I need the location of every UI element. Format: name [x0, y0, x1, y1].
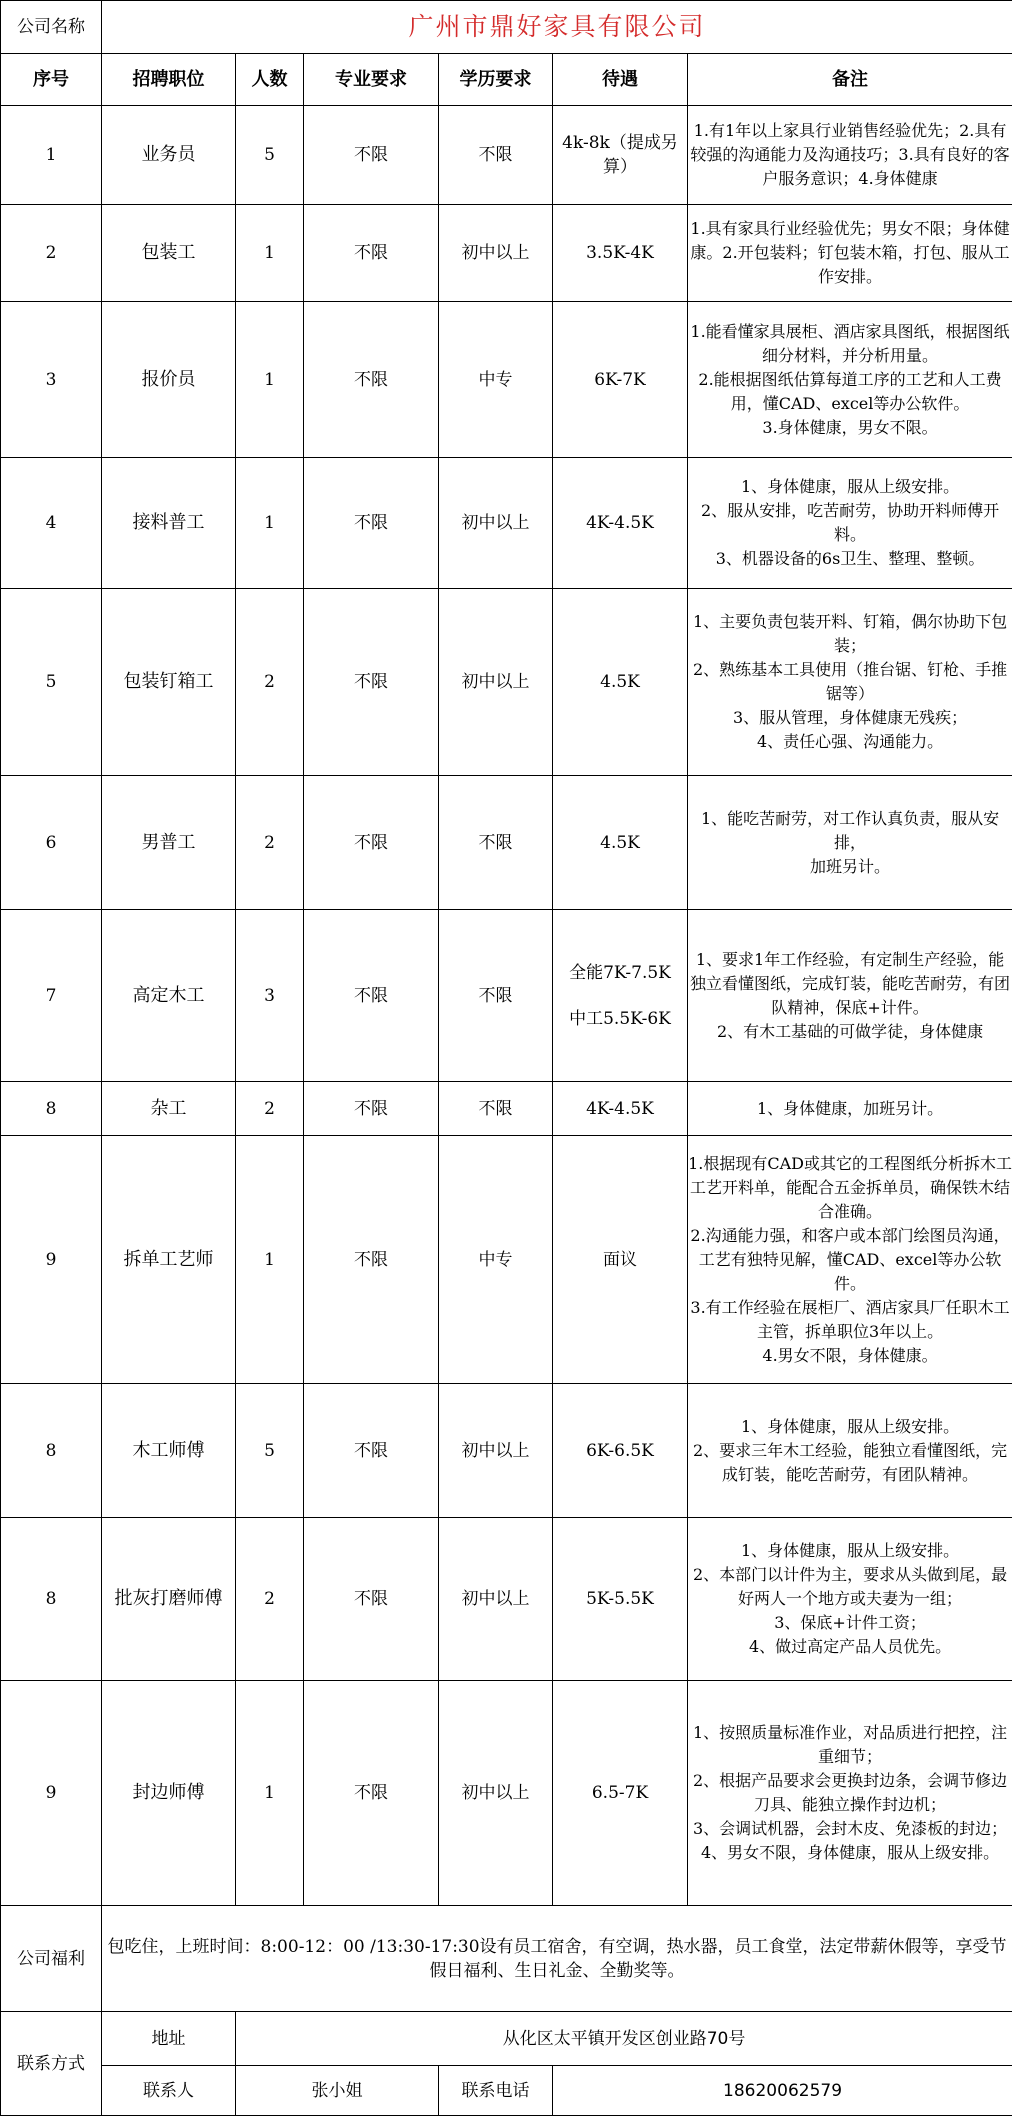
contact-label: 联系方式	[1, 2012, 102, 2116]
notes	[688, 1681, 1012, 1906]
education-requirement: 初中以上	[439, 589, 553, 776]
address-label: 地址	[102, 2012, 236, 2066]
salary	[553, 458, 688, 589]
headcount: 2	[236, 1082, 304, 1136]
note-line: 1、主要负责包装开料、钉箱，偶尔协助下包装；	[692, 612, 1008, 655]
education-requirement: 中专	[439, 302, 553, 458]
company-row	[1, 1, 1012, 54]
note-line: 1、要求1年工作经验，有定制生产经验，能独立看懂图纸，完成钉装，能吃苦耐劳，有团队精神，保底+计件。	[690, 949, 1011, 1017]
header-major: 专业要求	[304, 54, 439, 106]
notes	[688, 910, 1012, 1082]
note-line: 4.男女不限，身体健康。	[762, 1345, 938, 1365]
salary-line: 面议	[603, 1249, 637, 1270]
headcount: 2	[236, 589, 304, 776]
position-title: 拆单工艺师	[102, 1136, 236, 1384]
row-number: 4	[1, 458, 102, 589]
notes	[688, 1082, 1012, 1136]
row-number: 9	[1, 1136, 102, 1384]
education-requirement: 初中以上	[439, 1518, 553, 1681]
salary-line: 4K-4.5K	[586, 1098, 654, 1119]
position-title: 业务员	[102, 106, 236, 205]
major-requirement: 不限	[304, 1681, 439, 1906]
major-requirement: 不限	[304, 205, 439, 302]
salary-line: 4K-4.5K	[586, 513, 654, 533]
salary-line: 4.5K	[600, 832, 640, 853]
note-line: 加班另计。	[810, 856, 891, 876]
table-row	[1, 1681, 1012, 1906]
contact-person-label: 联系人	[102, 2066, 236, 2116]
row-number: 3	[1, 302, 102, 458]
position-title: 包装钉箱工	[102, 589, 236, 776]
salary-gap	[553, 985, 687, 1007]
notes	[688, 205, 1012, 302]
notes	[688, 302, 1012, 458]
education-requirement: 不限	[439, 106, 553, 205]
education-requirement: 中专	[439, 1136, 553, 1384]
position-title: 批灰打磨师傅	[102, 1518, 236, 1681]
notes	[688, 458, 1012, 589]
table-row	[1, 1082, 1012, 1136]
position-title: 男普工	[102, 776, 236, 910]
notes	[688, 589, 1012, 776]
salary	[553, 1681, 688, 1906]
salary	[553, 1384, 688, 1518]
notes	[688, 1518, 1012, 1681]
major-requirement: 不限	[304, 106, 439, 205]
salary-line: 4k-8k（提成另算）	[562, 133, 678, 177]
headcount: 5	[236, 106, 304, 205]
position-title: 报价员	[102, 302, 236, 458]
major-requirement: 不限	[304, 776, 439, 910]
position-title: 包装工	[102, 205, 236, 302]
position-title: 封边师傅	[102, 1681, 236, 1906]
notes	[688, 776, 1012, 910]
header-pay: 待遇	[553, 54, 688, 106]
major-requirement: 不限	[304, 910, 439, 1082]
salary	[553, 589, 688, 776]
major-requirement: 不限	[304, 458, 439, 589]
headcount: 1	[236, 1136, 304, 1384]
salary-line: 全能7K-7.5K	[569, 962, 671, 983]
note-line: 1、身体健康，服从上级安排。	[740, 1541, 960, 1560]
note-line: 2、根据产品要求会更换封边条，会调节修边刀具、能独立操作封边机；	[692, 1771, 1008, 1814]
salary-line: 6.5-7K	[591, 1783, 649, 1803]
education-requirement: 初中以上	[439, 458, 553, 589]
headcount: 3	[236, 910, 304, 1082]
major-requirement: 不限	[304, 1518, 439, 1681]
benefits-row	[1, 1906, 1012, 2012]
education-requirement: 初中以上	[439, 1681, 553, 1906]
headcount: 1	[236, 458, 304, 589]
salary-line: 4.5K	[600, 672, 640, 692]
note-line: 3、机器设备的6s卫生、整理、整顿。	[715, 549, 985, 568]
table-row	[1, 776, 1012, 910]
note-line: 4、男女不限，身体健康，服从上级安排。	[700, 1843, 1000, 1862]
salary	[553, 1518, 688, 1681]
headcount: 5	[236, 1384, 304, 1518]
salary-line: 中工5.5K-6K	[569, 1008, 671, 1029]
salary	[553, 302, 688, 458]
table-row	[1, 1518, 1012, 1681]
note-line: 2.沟通能力强，和客户或本部门绘图员沟通，工艺有独特见解，懂CAD、excel等办公软件。	[690, 1225, 1010, 1293]
education-requirement: 不限	[439, 1082, 553, 1136]
major-requirement: 不限	[304, 1082, 439, 1136]
position-title: 木工师傅	[102, 1384, 236, 1518]
headcount: 1	[236, 1681, 304, 1906]
salary-line: 6K-6.5K	[586, 1440, 654, 1461]
education-requirement: 初中以上	[439, 205, 553, 302]
table-row	[1, 589, 1012, 776]
row-number: 8	[1, 1082, 102, 1136]
table-row	[1, 910, 1012, 1082]
note-line: 3.身体健康，男女不限。	[762, 417, 938, 437]
salary-line: 3.5K-4K	[586, 243, 654, 263]
note-line: 1、身体健康，服从上级安排。	[740, 477, 960, 496]
table-row	[1, 458, 1012, 589]
benefits-label: 公司福利	[1, 1906, 102, 2012]
row-number: 8	[1, 1518, 102, 1681]
note-line: 4、做过高定产品人员优先。	[748, 1637, 952, 1656]
salary-line: 6K-7K	[594, 369, 646, 390]
note-line: 2、有木工基础的可做学徒，身体健康	[716, 1021, 984, 1041]
header-no: 序号	[1, 54, 102, 106]
note-line: 4、责任心强、沟通能力。	[756, 732, 944, 751]
benefits-text: 包吃住，上班时间：8:00-12：00 /13:30-17:30设有员工宿舍，有空调，热水器，员工食堂，法定带薪休假等，享受节假日福利、生日礼金、全勤奖等。	[102, 1906, 1012, 2012]
note-line: 1、身体健康，加班另计。	[756, 1098, 944, 1118]
position-title: 杂工	[102, 1082, 236, 1136]
major-requirement: 不限	[304, 302, 439, 458]
major-requirement: 不限	[304, 1136, 439, 1384]
company-name: 广州市鼎好家具有限公司	[102, 1, 1012, 54]
row-number: 8	[1, 1384, 102, 1518]
row-number: 1	[1, 106, 102, 205]
note-line: 1、能吃苦耐劳，对工作认真负责，服从安排，	[700, 808, 1000, 852]
phone-number: 18620062579	[553, 2066, 1012, 2116]
education-requirement: 不限	[439, 776, 553, 910]
salary	[553, 1136, 688, 1384]
note-line: 2、服从安排，吃苦耐劳，协助开料师傅开料。	[700, 501, 1000, 544]
note-line: 2、熟练基本工具使用（推台锯、钉枪、手推锯等）	[692, 660, 1008, 703]
note-line: 3.有工作经验在展柜厂、酒店家具厂任职木工主管，拆单职位3年以上。	[690, 1297, 1010, 1341]
note-line: 1.能看懂家具展柜、酒店家具图纸，根据图纸细分材料，并分析用量。	[690, 321, 1010, 365]
table-row	[1, 1384, 1012, 1518]
note-line: 1.具有家具行业经验优先；男女不限；身体健康。2.开包装料；钉包装木箱，打包、服从工作安排。	[690, 219, 1010, 286]
table-row	[1, 302, 1012, 458]
note-line: 1、按照质量标准作业，对品质进行把控，注重细节；	[692, 1723, 1008, 1766]
row-number: 9	[1, 1681, 102, 1906]
note-line: 3、保底+计件工资；	[774, 1613, 926, 1632]
header-row	[1, 54, 1012, 106]
salary	[553, 106, 688, 205]
row-number: 2	[1, 205, 102, 302]
note-line: 2、本部门以计件为主，要求从头做到尾，最好两人一个地方或夫妻为一组；	[692, 1565, 1008, 1608]
row-number: 7	[1, 910, 102, 1082]
notes	[688, 106, 1012, 205]
header-notes: 备注	[688, 54, 1012, 106]
contact-person-row	[1, 2066, 1012, 2116]
company-label: 公司名称	[1, 1, 102, 54]
notes	[688, 1136, 1012, 1384]
row-number: 5	[1, 589, 102, 776]
note-line: 2、要求三年木工经验，能独立看懂图纸，完成钉装，能吃苦耐劳，有团队精神。	[692, 1440, 1008, 1484]
salary	[553, 910, 688, 1082]
headcount: 1	[236, 302, 304, 458]
major-requirement: 不限	[304, 1384, 439, 1518]
header-education: 学历要求	[439, 54, 553, 106]
salary	[553, 205, 688, 302]
note-line: 1.有1年以上家具行业销售经验优先；2.具有较强的沟通能力及沟通技巧；3.具有良好的客户服务意识；4.身体健康	[690, 121, 1010, 188]
salary	[553, 776, 688, 910]
note-line: 3、服从管理，身体健康无残疾；	[732, 708, 968, 727]
headcount: 2	[236, 776, 304, 910]
note-line: 1.根据现有CAD或其它的工程图纸分析拆木工工艺开料单，能配合五金拆单员，确保铁木结合准确。	[688, 1153, 1012, 1221]
notes	[688, 1384, 1012, 1518]
header-count: 人数	[236, 54, 304, 106]
contact-person-name: 张小姐	[236, 2066, 439, 2116]
note-line: 1、身体健康，服从上级安排。	[740, 1416, 960, 1436]
salary	[553, 1082, 688, 1136]
headcount: 1	[236, 205, 304, 302]
table-row	[1, 106, 1012, 205]
position-title: 高定木工	[102, 910, 236, 1082]
row-number: 6	[1, 776, 102, 910]
note-line: 2.能根据图纸估算每道工序的工艺和人工费用，懂CAD、excel等办公软件。	[698, 369, 1002, 413]
education-requirement: 不限	[439, 910, 553, 1082]
note-line: 3、会调试机器，会封木皮、免漆板的封边；	[692, 1819, 1008, 1838]
contact-address-row	[1, 2012, 1012, 2066]
education-requirement: 初中以上	[439, 1384, 553, 1518]
headcount: 2	[236, 1518, 304, 1681]
salary-line: 5K-5.5K	[586, 1589, 654, 1609]
position-title: 接料普工	[102, 458, 236, 589]
major-requirement: 不限	[304, 589, 439, 776]
table-row	[1, 1136, 1012, 1384]
header-position: 招聘职位	[102, 54, 236, 106]
phone-label: 联系电话	[439, 2066, 553, 2116]
table-row	[1, 205, 1012, 302]
address-value: 从化区太平镇开发区创业路70号	[236, 2012, 1012, 2066]
